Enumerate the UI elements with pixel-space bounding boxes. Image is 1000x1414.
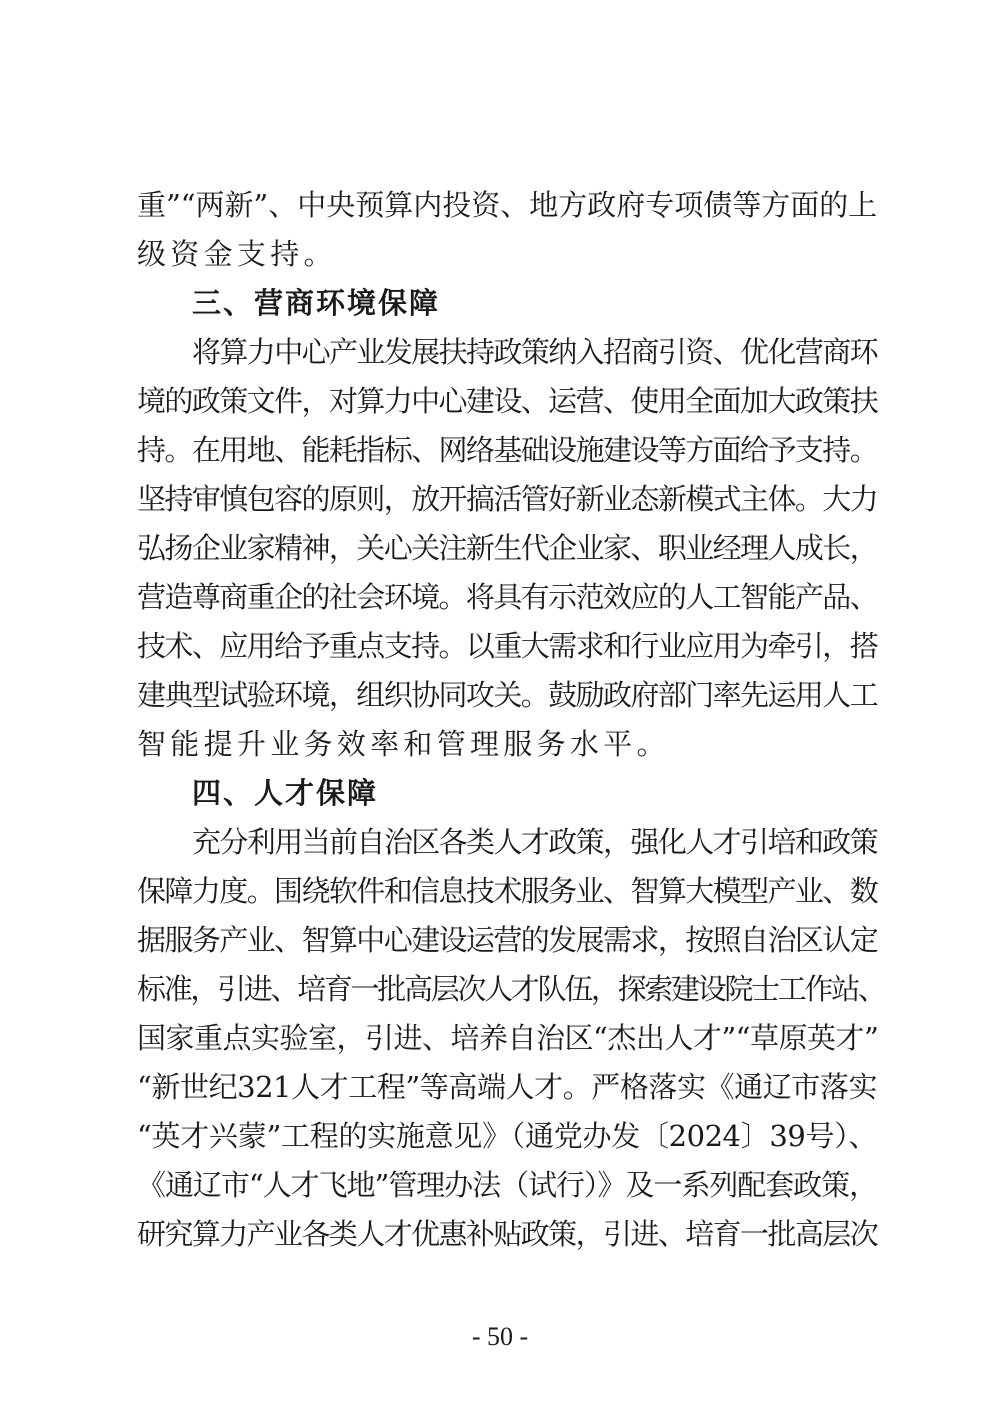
paragraph-line: 智能提升业务效率和管理服务水平。 <box>137 727 670 761</box>
paragraph-line: “英才兴蒙”工程的实施意见》（通党办发〔2024〕39号）、 <box>137 1119 877 1153</box>
paragraph-line: 营造尊商重企的社会环境。将具有示范效应的人工智能产品、 <box>137 580 877 614</box>
paragraph-line: 坚持审慎包容的原则，放开搞活管好新业态新模式主体。大力 <box>137 482 877 516</box>
paragraph-line: 研究算力产业各类人才优惠补贴政策，引进、培育一批高层次 <box>137 1217 877 1251</box>
paragraph-line: 国家重点实验室，引进、培养自治区“杰出人才”“草原英才” <box>137 1021 879 1055</box>
paragraph-line: 重”“两新”、中央预算内投资、地方政府专项债等方面的上 <box>137 188 877 222</box>
paragraph-line: 境的政策文件，对算力中心建设、运营、使用全面加大政策扶 <box>137 384 877 418</box>
paragraph-line: 标准，引进、培育一批高层次人才队伍，探索建设院士工作站、 <box>137 972 885 1006</box>
paragraph-line: 弘扬企业家精神，关心关注新生代企业家、职业经理人成长， <box>137 531 877 565</box>
paragraph-line: 技术、应用给予重点支持。以重大需求和行业应用为牵引，搭 <box>137 629 877 663</box>
section-heading-business-environment: 三、营商环境保障 <box>192 286 441 320</box>
paragraph-line: “新世纪321人才工程”等高端人才。严格落实《通辽市落实 <box>137 1070 877 1104</box>
paragraph-line: 据服务产业、智算中心建设运营的发展需求，按照自治区认定 <box>137 923 877 957</box>
paragraph-line: 充分利用当前自治区各类人才政策，强化人才引培和政策 <box>192 825 877 859</box>
section-heading-talent: 四、人才保障 <box>192 776 379 810</box>
paragraph-line: 持。在用地、能耗指标、网络基础设施建设等方面给予支持。 <box>137 433 877 467</box>
paragraph-line: 《通辽市“人才飞地”管理办法（试行）》及一系列配套政策， <box>137 1168 877 1202</box>
paragraph-line: 保障力度。围绕软件和信息技术服务业、智算大模型产业、数 <box>137 874 877 908</box>
page-number: - 50 - <box>471 1322 529 1351</box>
paragraph-line: 级资金支持。 <box>137 237 337 271</box>
paragraph-line: 建典型试验环境，组织协同攻关。鼓励政府部门率先运用人工 <box>137 678 877 712</box>
paragraph-line: 将算力中心产业发展扶持政策纳入招商引资、优化营商环 <box>192 335 877 369</box>
